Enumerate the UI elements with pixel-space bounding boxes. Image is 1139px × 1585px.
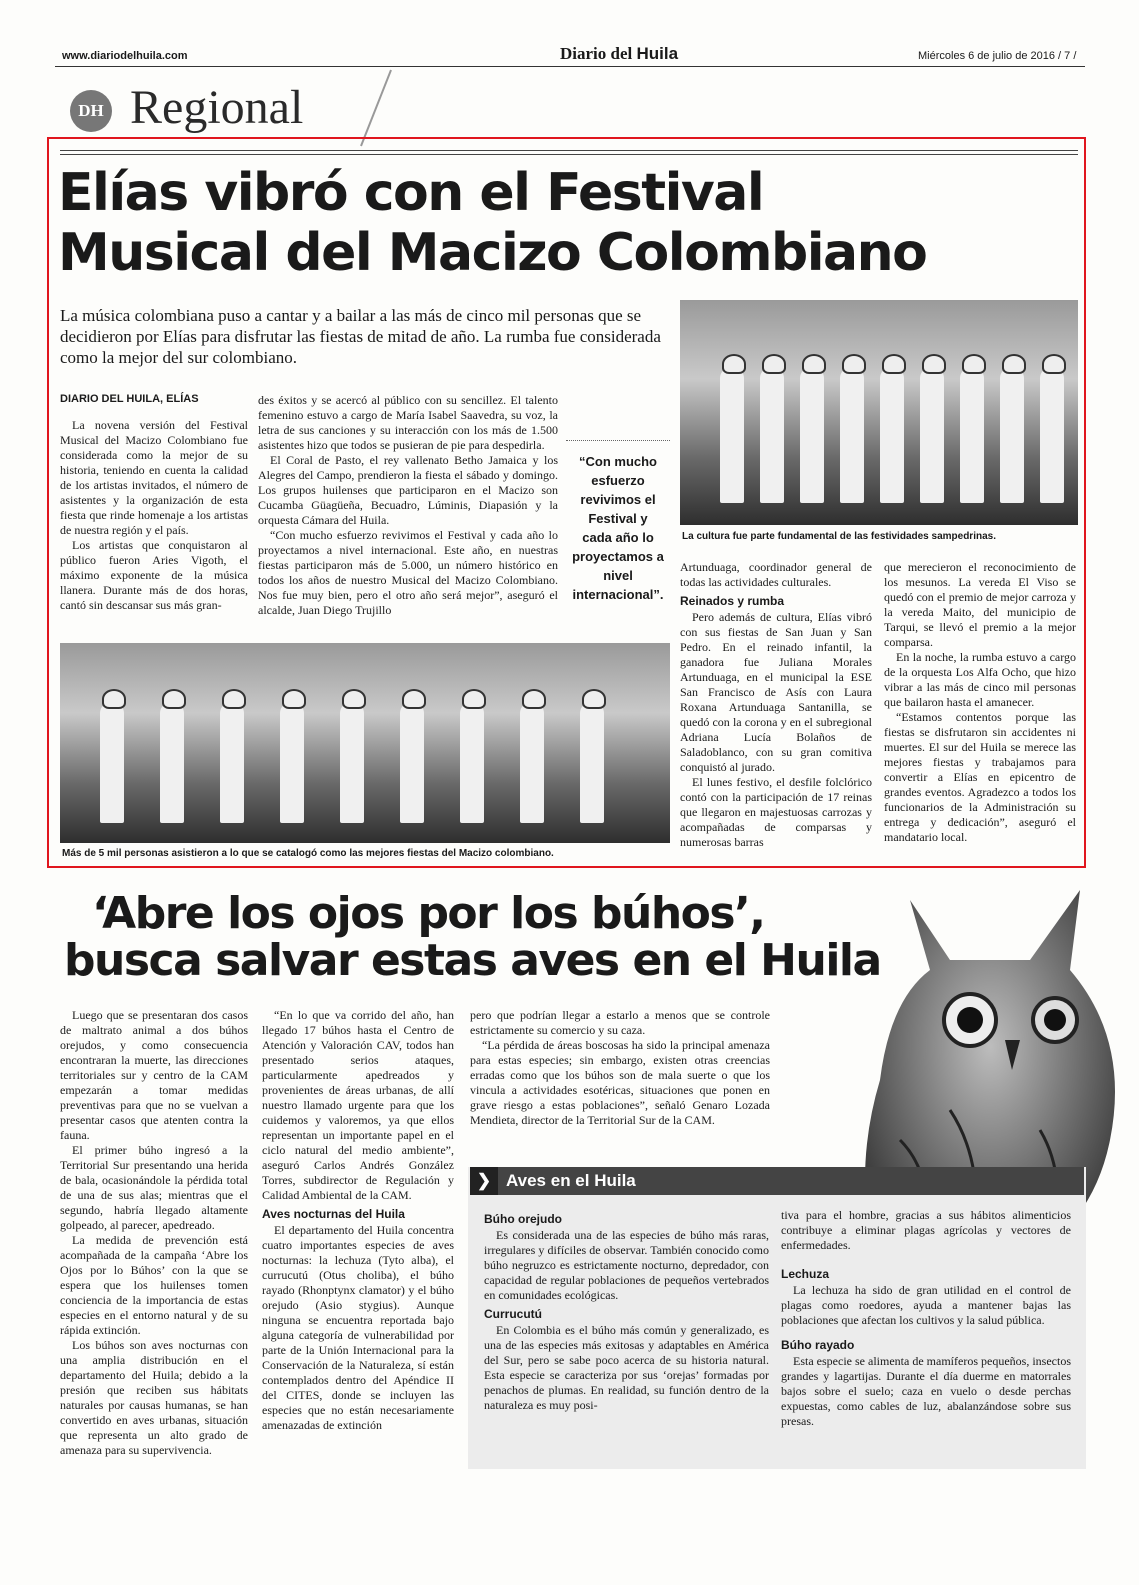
article1-col2 [258,393,558,618]
dh-logo: DH [70,90,112,132]
article1-headline [58,163,926,283]
paragraph: tiva para el hombre, gracias a sus hábitos alimenticios contribuye a eliminar plagas agrícolas y vectores de enfermedades. [781,1208,1071,1252]
paragraph: En Colombia es el búho más común y generalizado, es una de las especies más exitosas y adaptables en América del Sur, pero se sabe poco acerca de su historia natural. Esta especie se caracteriza por sus ‘orejas’ formadas por penachos de plumas. En realidad, su función dentro de la naturaleza es muy posi- [484,1323,769,1412]
header-rule [55,66,1085,67]
article1-byline: DIARIO DEL HUILA, ELÍAS [60,393,199,405]
pull-quote-rule [566,440,670,442]
subheading: Reinados y rumba [680,594,785,608]
sidebar-box-title: Aves en el Huila [506,1171,636,1190]
photo2-caption: Más de 5 mil personas asistieron a lo que se catalogó como las mejores fiestas del Macizo colombiano. [62,848,554,859]
paragraph: Es considerada una de las especies de búho más raras, irregulares y difíciles de observar. También conocido como búho negruzco es estrictamente nocturno, depredador, con capacidad de regular poblaciones de pequeños vertebrados en comunidades ecológicas. [484,1228,769,1302]
photo1-caption: La cultura fue parte fundamental de las festividades sampedrinas. [682,531,996,542]
paragraph: Pero además de cultura, Elías vibró con sus fiestas de San Juan y San Pedro. En el reinado infantil, la ganadora fue Juliana Morales Artunduaga, en el municipal la ESE San Francisco de Asís con Laura Roxana Artunduaga Santanilla, se quedó con la corona y en el subregional Adriana Lucía Bolaños de Saladoblanco, con su gran comitiva conquistó al jurado. [680,610,872,774]
article-rule [60,150,1078,155]
paragraph: El departamento del Huila concentra cuatro importantes especies de aves nocturnas: la lechuza (Tyto alba), el currucutú (Otus choliba), el búho rayado (Rhonptynx clamator) y el búho orejudo (Asio stygius). Aunque ninguna se encuentra reportada bajo alguna categoría de vulnerabilidad por parte de la Unión Internacional para la Conservación de la Naturaleza, sí están contemplados dentro del Apéndice II del CITES, donde se incluyen las especies que no están necesariamente amenazadas de extinción [262,1223,454,1432]
paragraph: “Estamos contentos porque las fiestas se disfrutaron sin accidentes ni muertes. El sur del Huila se merece las mejores fiestas y trabajamos para convertir a Elías en epicentro de grandes eventos. Agradezco a todos los funcionarios de la Administración su entrega y dedicación”, aseguró el mandatario local. [884,710,1076,844]
paragraph: “En lo que va corrido del año, han llegado 17 búhos hasta el Centro de Atención y Valoración CAV, todos han presentado serios ataques, particularmente apedreados y provenientes de áreas urbanas, de allí nuestro llamado urgente para que los cuidemos y valoremos, ya que ellos representan un importante papel en el ciclo natural del medio ambiente”, aseguró Carlos Andrés González Torres, subdirector de Regulación y Calidad Ambiental de la CAM. [262,1008,454,1202]
subheading: Búho rayado [781,1338,855,1352]
paragraph: des éxitos y se acercó al público con su sencillez. El talento femenino estuvo a cargo de María Isabel Saavedra, su voz, la letra de sus canciones y su interacción con los más de 1.500 asistentes hizo que todos se pusieran de pie para despedirla. [258,393,558,452]
section-title: Regional [130,81,304,134]
sidebar-box-header [470,1167,1084,1195]
paragraph: El Coral de Pasto, el rey vallenato Betho Jamaica y los Alegres del Campo, prendieron la fiesta el sábado y domingo. Los grupos huilenses que participaron en el Macizo son Cucamba Güagüeña, Becuadro, Lúminis, Diapasión y la orquesta Cámara del Huila. [258,453,558,527]
subheading: Aves nocturnas del Huila [262,1207,405,1221]
sidebar-col1 [484,1208,769,1413]
article1-col4 [884,560,1076,845]
article1-col3 [680,560,872,850]
section-slash-icon [355,68,395,148]
paragraph: La novena versión del Festival Musical del Macizo Colombiano fue considerada como la mejor de su historia, teniendo en cuenta la calidad de los artistas invitados, el número de asistentes y la organización de esta fiesta que rinde homenaje a los artistas de nuestra región y el país. [60,418,248,537]
paragraph: Artunduaga, coordinador general de todas las actividades culturales. [680,560,872,589]
paragraph: La lechuza ha sido de gran utilidad en el control de plagas como roedores, ayuda a mantener bajas las poblaciones que afectan los cultivos y la salud pública. [781,1283,1071,1327]
article2-col1 [60,1008,248,1458]
paragraph: “Con mucho esfuerzo revivimos el Festival y cada año lo proyectamos a nivel internacional. Este año, en nuestras fiestas participaron más de 5.000, un número histórico en todos los años de nuestro Musical del Macizo Colombiano. Nos fue muy bien, pero el otro año será mejor”, aseguró el alcalde, Juan Diego Trujillo [258,528,558,617]
sidebar-col2 [781,1208,1071,1429]
masthead-b: Huila [636,44,679,63]
festival-photo-2 [60,643,670,843]
paragraph: El lunes festivo, el desfile folclórico contó con la participación de 17 reinas que llegaron en majestuosas carrozas y acompañadas de comparsas y numerosas barras [680,775,872,849]
subheading: Currucutú [484,1307,542,1321]
article2-col2 [262,1008,454,1433]
issue-date: Miércoles 6 de julio de 2016 / 7 / [918,50,1077,62]
paragraph: En la noche, la rumba estuvo a cargo de la orquesta Los Alfa Ocho, que hizo vibrar a las más de cinco mil personas que bailaron hasta el amanecer. [884,650,1076,709]
masthead [560,44,678,64]
paragraph: Los búhos son aves nocturnas con una amplia distribución en el departamento del Huila; debido a la presión que reciben sus hábitats naturales por causas humanas, se han convertido en aves urbanas, situación que representa un alto grado de amenaza para su supervivencia. [60,1338,248,1457]
paragraph: El primer búho ingresó a la Territorial Sur presentando una herida de bala, ocasionándole la pérdida total de una de sus alas; mientras que el segundo, habría llegado altamente golpeado, al parecer, apedreado. [60,1143,248,1232]
subheading: Lechuza [781,1267,830,1281]
paragraph: Luego que se presentaran dos casos de maltrato animal a dos búhos orejudos, y como consecuencia encontraran la muerte, las direcciones territoriales sur y centro de la CAM empezarán a tomar medidas preventivas para que no se vuelvan a presentar casos que atenten contra la fauna. [60,1008,248,1142]
subheading: Búho orejudo [484,1212,562,1226]
article2-headline-line1: ‘Abre los ojos por los búhos’, [92,888,765,939]
article2-col3 [470,1008,770,1128]
article1-col1 [60,418,248,613]
site-url: www.diariodelhuila.com [62,50,188,62]
pull-quote: “Con mucho esfuerzo revivimos el Festival y cada año lo proyectamos a nivel internacional”. [572,454,664,602]
article2-headline-line2: busca salvar estas aves en el Huila [64,935,881,986]
article1-headline-line2: Musical del Macizo Colombiano [58,223,927,283]
paragraph: “La pérdida de áreas boscosas ha sido la principal amenaza para estas especies; sin embargo, existen otras creencias erradas como que los búhos son de mala suerte o que los vincula a actividades esotéricas, situaciones que ponen en grave riesgo a estas poblaciones”, señaló Genaro Lozada Mendieta, director de la Territorial Sur de la CAM. [470,1038,770,1127]
article1-lead: La música colombiana puso a cantar y a bailar a las más de cinco mil personas que se decidieron por Elías para disfrutar las fiestas de mitad de año. La rumba fue considerada como la mejor del sur colombiano. [60,306,661,367]
masthead-a: Diario del [560,44,637,63]
paragraph: Esta especie se alimenta de mamíferos pequeños, insectos grandes y lagartijas. Durante el día duerme en matorrales bajos sobre el suelo; caza en vuelo o desde perchas expuestas, como cables de luz, abalanzándose sobre sus presas. [781,1354,1071,1428]
chevron-right-icon: ❯ [470,1167,498,1195]
paragraph: Los artistas que conquistaron al público fueron Aries Vigoth, el máximo exponente de la música llanera. Durante más de dos horas, cantó sin descansar sus más gran- [60,538,248,612]
article1-headline-line1: Elías vibró con el Festival [58,163,764,223]
festival-photo-1 [680,300,1078,525]
paragraph: La medida de prevención está acompañada de la campaña ‘Abre los Ojos por lo Búhos’ con la que se espera que los huilenses tomen conciencia de la importancia de estas especies en el entorno natural y de su rápida extinción. [60,1233,248,1337]
paragraph: pero que podrían llegar a estarlo a menos que se controle estrictamente su comercio y su caza. [470,1008,770,1037]
paragraph: que merecieron el reconocimiento de los mesunos. La vereda El Viso se quedó con el premio de mejor carroza y la vereda Maito, del municipio de Tarqui, se llevó el premio a la mejor comparsa. [884,560,1076,649]
